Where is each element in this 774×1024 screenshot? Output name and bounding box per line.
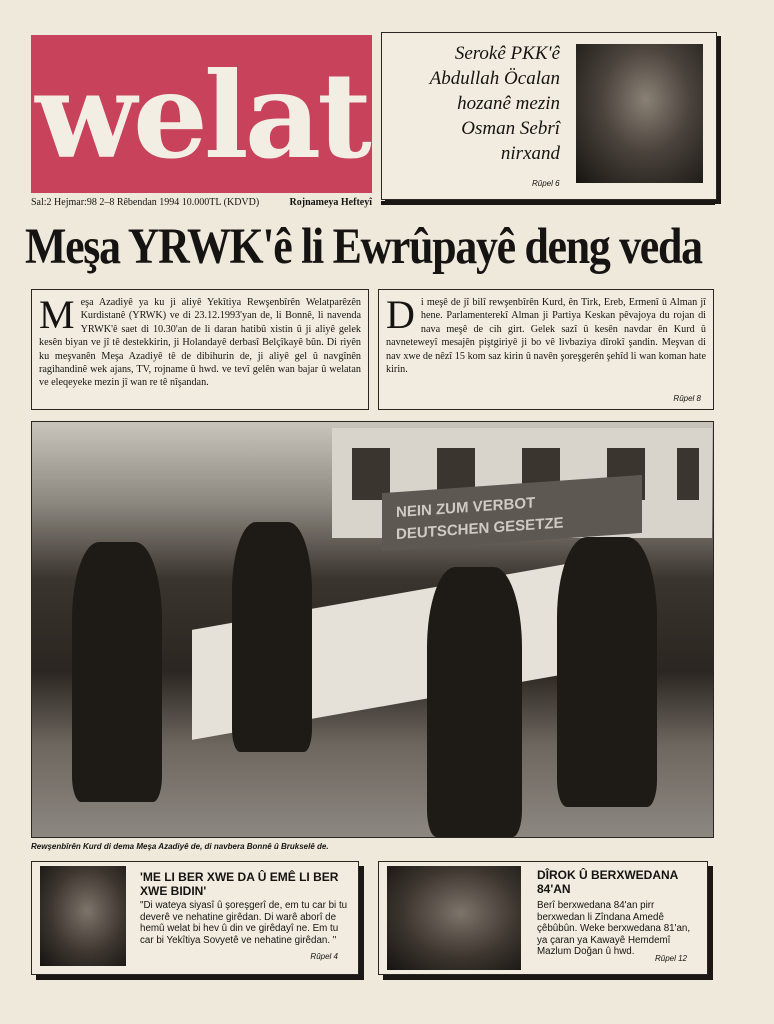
marcher-figure bbox=[72, 542, 162, 802]
issue-line bbox=[31, 197, 372, 208]
newspaper-logo: welat bbox=[35, 46, 368, 185]
banner-line: DEUTSCHEN GESETZE bbox=[396, 514, 564, 544]
portrait-photo bbox=[576, 44, 703, 183]
promo-line: hozanê mezin bbox=[457, 93, 560, 114]
photo-window bbox=[677, 448, 699, 500]
page-reference: Rûpel 4 bbox=[310, 952, 338, 961]
story-right bbox=[378, 289, 714, 410]
page-reference: Rûpel 8 bbox=[673, 393, 701, 403]
portrait-photo bbox=[387, 866, 521, 970]
teaser-title: DÎROK Û BERXWEDANA 84'AN bbox=[537, 868, 678, 896]
tagline: Rojnameya Hefteyî bbox=[289, 197, 372, 208]
drop-cap: D bbox=[386, 292, 415, 337]
promo-line: Osman Sebrî bbox=[461, 118, 560, 139]
teaser-body: "Di wateya siyasî û şoreşgerî de, em tu car bi tu deverê ve nehatine girêdan. Di warê aborî de hemû welat bi hev û din ve girêdayî ne. Em tu car bi Yekîtiya Sovyetê ve nehatine girêdan. " bbox=[140, 900, 348, 946]
promo-line: Abdullah Öcalan bbox=[429, 68, 560, 89]
main-photo bbox=[31, 421, 714, 838]
drop-cap: M bbox=[39, 292, 75, 337]
issue-info: Sal:2 Hejmar:98 2–8 Rêbendan 1994 10.000TL (KDVD) bbox=[31, 197, 260, 208]
teaser-body: Berî berxwedana 84'an pirr berxwedan li Zîndana Amedê çêbûbûn. Weke berxwedana 81'an, ya çaran ya Kawayê Hemdemî Mazlum Doğan û hwd. bbox=[537, 900, 691, 958]
portrait-photo bbox=[40, 866, 126, 966]
page-reference: Rûpel 12 bbox=[654, 954, 687, 963]
marcher-figure bbox=[557, 537, 657, 807]
promo-line: Serokê PKK'ê bbox=[454, 43, 560, 64]
teaser-box-left[interactable] bbox=[31, 861, 359, 975]
banner-line: NEIN ZUM VERBOT bbox=[396, 494, 536, 522]
story-text: i meşê de jî bilî rewşenbîrên Kurd, ên Tirk, Ereb, Ermenî û Alman jî hene. Parlamenterekî Alman ji Partiya Keskan pêvajoya du rojan di nava meşê de cih girt. Gelek sazî û kesên navdar ên Kurd û navneteweyî mesajên piştgiriyê ji bo vê livbaziya dîrokî şandin. Meşvan di nav xwe de nêzî 15 kom saz kirin û navên şoreşgerên şehîd li wan koman hate kirin. bbox=[386, 297, 706, 376]
marcher-figure bbox=[427, 567, 522, 837]
promo-text bbox=[390, 41, 560, 166]
page-reference: Rûpel 6 bbox=[532, 179, 560, 188]
promo-box[interactable] bbox=[381, 32, 717, 200]
divider-rule bbox=[381, 201, 715, 205]
teaser-box-right[interactable] bbox=[378, 861, 708, 975]
marcher-figure bbox=[232, 522, 312, 752]
teaser-title: 'ME LI BER XWE DA Û EMÊ LI BER XWE BIDIN' bbox=[140, 870, 339, 898]
promo-line: nirxand bbox=[500, 143, 560, 164]
story-text: eşa Azadiyê ya ku ji aliyê Yekîtiya Rewşenbîrên Welatparêzên Kurdistanê (YRWK) ve di 23.12.1993'yan de, li Bonnê, li navenda YRWK'ê saet di 10.30'an de li daran hatibû xistin û ji aliyê gelek kesên biyan ve jî tê destekkirin, ji Holandayê derbasî Belçîkayê bûn. Di riyên ku meşvanên Meşa Azadiyê tê de dibihurin de, ji aliyê gel û navgînên ragihandinê wek ajans, TV, rojname û hwd. ve tevî gelên wan bajar û welatan ve eleqeyeke mezin jî wan re tê nîşandan. bbox=[39, 297, 361, 389]
main-headline: Meşa YRWK'ê li Ewrûpayê deng veda bbox=[25, 219, 702, 275]
masthead-logo-block bbox=[31, 35, 372, 193]
story-left bbox=[31, 289, 369, 410]
photo-caption: Rewşenbîrên Kurd di dema Meşa Azadiyê de, di navbera Bonnê û Brukselê de. bbox=[31, 842, 329, 851]
